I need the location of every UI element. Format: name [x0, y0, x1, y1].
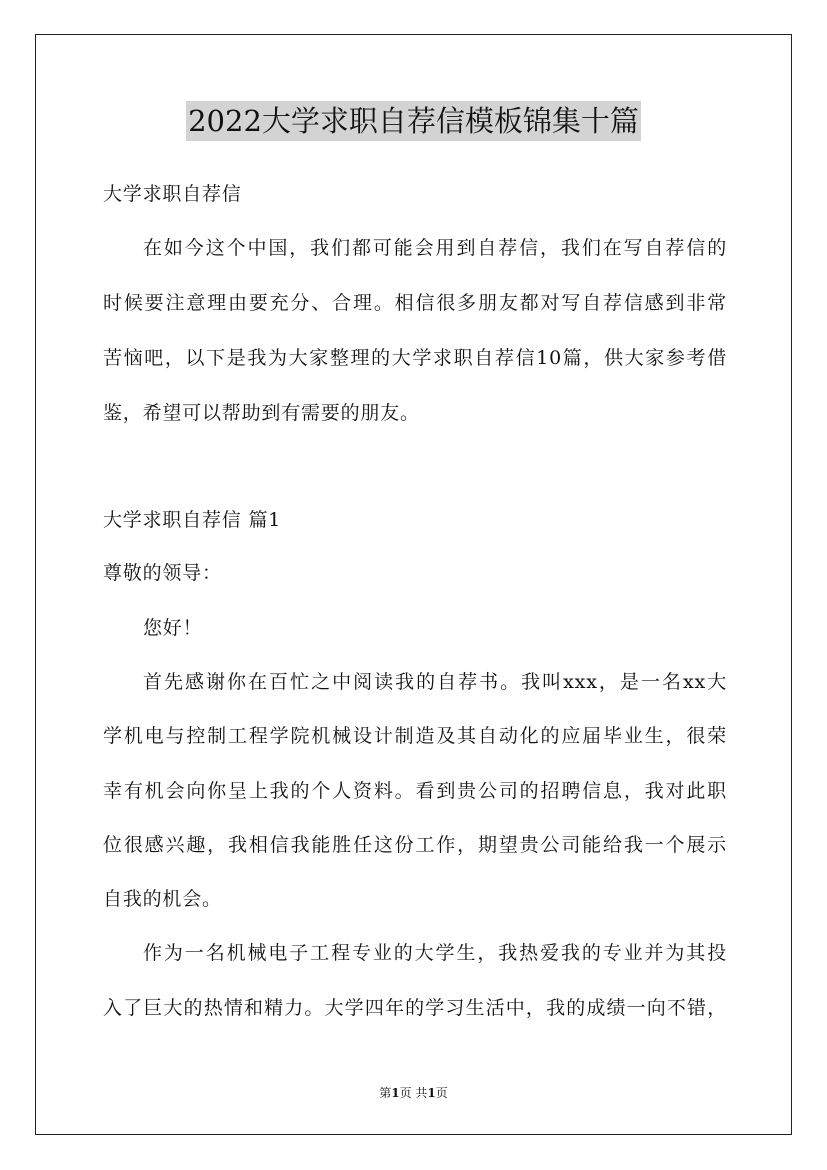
para1-line-3: 幸有机会向你呈上我的个人资料。看到贵公司的招聘信息，我对此职 [103, 780, 727, 802]
para1-line-1: 首先感谢你在百忙之中阅读我的自荐书。我叫xxx，是一名xx大 [143, 671, 727, 693]
para2-line-2: 入了巨大的热情和精力。大学四年的学习生活中，我的成绩一向不错， [103, 997, 727, 1019]
para2-line-1: 作为一名机械电子工程专业的大学生，我热爱我的专业并为其投 [143, 942, 727, 964]
footer-current-page: 1 [391, 1086, 400, 1100]
footer-mid: 页 共 [399, 1086, 428, 1100]
section-heading: 大学求职自荐信 [103, 183, 242, 205]
footer-total-pages: 1 [427, 1086, 436, 1100]
intro-line-1: 在如今这个中国，我们都可能会用到自荐信，我们在写自荐信的 [143, 237, 727, 259]
intro-line-4: 鉴，希望可以帮助到有需要的朋友。 [103, 402, 420, 424]
intro-line-2: 时候要注意理由要充分、合理。相信很多朋友都对写自荐信感到非常 [103, 292, 727, 314]
salutation: 尊敬的领导： [103, 562, 222, 584]
para1-line-5: 自我的机会。 [103, 888, 222, 910]
greeting: 您好！ [143, 617, 203, 639]
article-heading: 大学求职自荐信 篇1 [103, 509, 282, 531]
title-container [0, 101, 827, 141]
para1-line-2: 学机电与控制工程学院机械设计制造及其自动化的应届毕业生，很荣 [103, 725, 727, 747]
document-title: 2022大学求职自荐信模板锦集十篇 [186, 101, 641, 141]
footer-prefix: 第 [379, 1086, 392, 1100]
para1-line-4: 位很感兴趣，我相信我能胜任这份工作，期望贵公司能给我一个展示 [103, 834, 727, 856]
footer-suffix: 页 [435, 1086, 448, 1100]
page-footer [0, 1085, 827, 1101]
intro-line-3: 苦恼吧，以下是我为大家整理的大学求职自荐信10篇，供大家参考借 [103, 347, 727, 369]
